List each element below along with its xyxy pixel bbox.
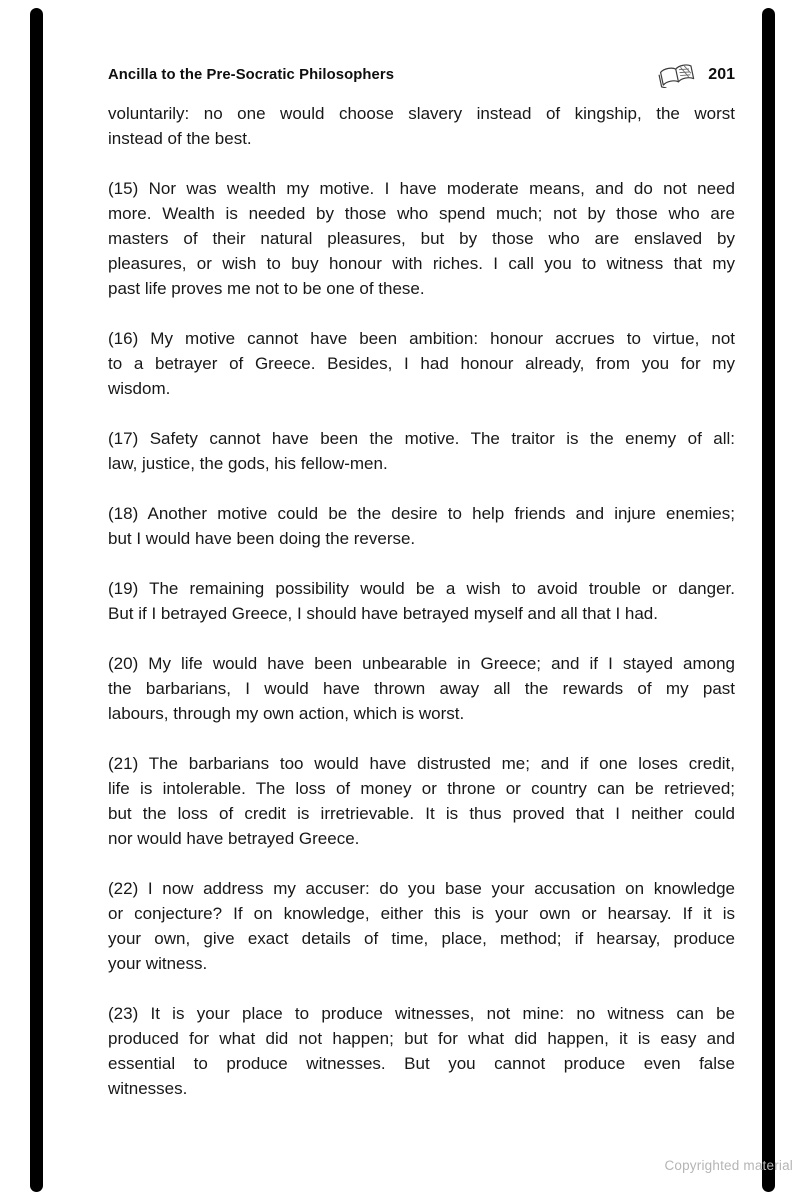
text-line: past life proves me not to be one of these. <box>108 279 425 298</box>
header-right <box>657 62 735 88</box>
text-line: (18) Another motive could be the desire to help friends and injure enemies; <box>108 504 735 523</box>
text-line: (22) I now address my accuser: do you base your accusation on knowledge <box>108 879 735 898</box>
text-line: But if I betrayed Greece, I should have betrayed myself and all that I had. <box>108 604 658 623</box>
text-line: instead of the best. <box>108 129 252 148</box>
text-line: but the loss of credit is irretrievable. It is thus proved that I neither could <box>108 804 735 823</box>
text-line: voluntarily: no one would choose slavery instead of kingship, the worst <box>108 104 735 123</box>
text-line: more. Wealth is needed by those who spend much; not by those who are <box>108 204 735 223</box>
text-line: (21) The barbarians too would have distrusted me; and if one loses credit, <box>108 754 735 773</box>
text-line: produced for what did not happen; but for what did happen, it is easy and <box>108 1029 735 1048</box>
text-line: (20) My life would have been unbearable in Greece; and if I stayed among <box>108 654 735 673</box>
text-line: your own, give exact details of time, place, method; if hearsay, produce <box>108 929 735 948</box>
paragraph <box>108 876 735 976</box>
paragraph <box>108 426 735 476</box>
text-line: your witness. <box>108 954 208 973</box>
paragraph <box>108 326 735 401</box>
scan-border-right <box>762 8 775 1192</box>
paragraph <box>108 176 735 301</box>
text-line: wisdom. <box>108 379 171 398</box>
scan-border-left <box>30 8 43 1192</box>
text-line: (17) Safety cannot have been the motive. The traitor is the enemy of all: <box>108 429 735 448</box>
watermark-text: Copyrighted material <box>664 1158 793 1173</box>
page-number: 201 <box>708 66 735 83</box>
page-header <box>108 62 735 88</box>
paragraph <box>108 501 735 551</box>
paragraph <box>108 751 735 851</box>
text-line: or conjecture? If on knowledge, either this is your own or hearsay. If it is <box>108 904 735 923</box>
text-line: (16) My motive cannot have been ambition: honour accrues to virtue, not <box>108 329 735 348</box>
paragraph <box>108 1001 735 1101</box>
text-line: pleasures, or wish to buy honour with riches. I call you to witness that my <box>108 254 735 273</box>
text-line: to a betrayer of Greece. Besides, I had honour already, from you for my <box>108 354 735 373</box>
text-line: masters of their natural pleasures, but by those who are enslaved by <box>108 229 735 248</box>
text-line: (15) Nor was wealth my motive. I have moderate means, and do not need <box>108 179 735 198</box>
paragraph <box>108 576 735 626</box>
text-line: (19) The remaining possibility would be a wish to avoid trouble or danger. <box>108 579 735 598</box>
paragraph <box>108 101 735 151</box>
open-book-icon <box>657 62 697 88</box>
text-line: but I would have been doing the reverse. <box>108 529 416 548</box>
text-line: witnesses. <box>108 1079 188 1098</box>
page-body <box>108 101 735 1126</box>
paragraph <box>108 651 735 726</box>
text-line: nor would have betrayed Greece. <box>108 829 360 848</box>
text-line: the barbarians, I would have thrown away all the rewards of my past <box>108 679 735 698</box>
text-line: essential to produce witnesses. But you cannot produce even false <box>108 1054 735 1073</box>
book-title: Ancilla to the Pre-Socratic Philosophers <box>108 67 395 83</box>
text-line: law, justice, the gods, his fellow-men. <box>108 454 388 473</box>
text-line: (23) It is your place to produce witnesses, not mine: no witness can be <box>108 1004 735 1023</box>
text-line: labours, through my own action, which is worst. <box>108 704 465 723</box>
text-line: life is intolerable. The loss of money or throne or country can be retrieved; <box>108 779 735 798</box>
